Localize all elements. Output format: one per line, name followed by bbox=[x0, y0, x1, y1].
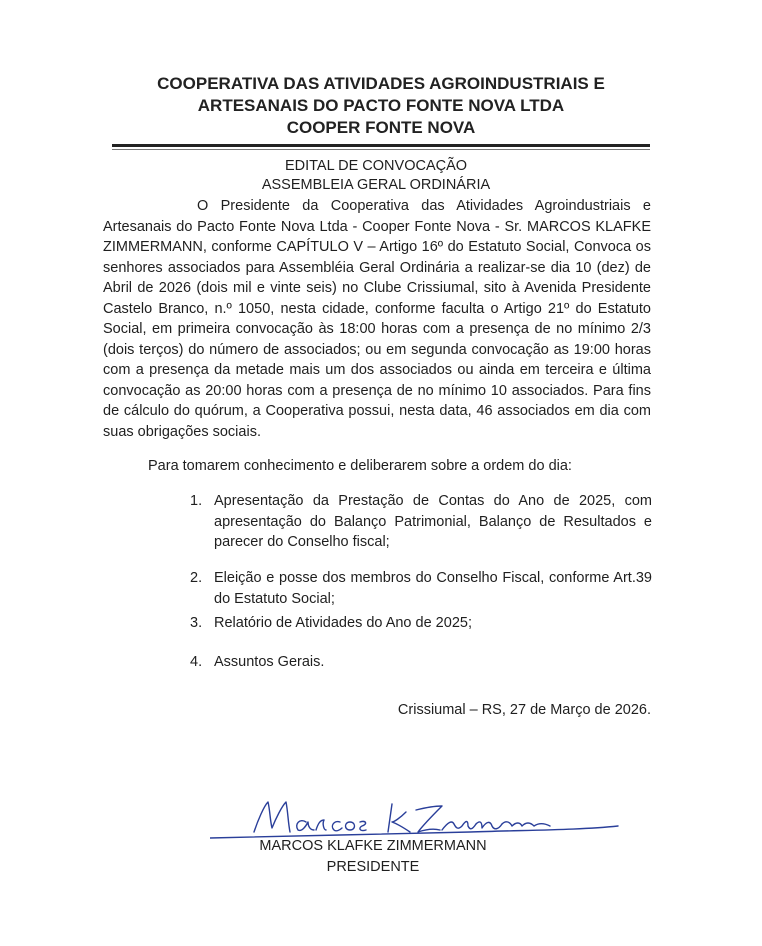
header-divider-thin bbox=[112, 149, 650, 150]
notice-body-text: O Presidente da Cooperativa das Atividades Agroindustriais e Artesanais do Pacto Fonte Nova Ltda - Cooper Fonte Nova - Sr. MARCOS KLAFKE ZIMMERMANN, conforme CAPÍTULO V – Artigo 16º do Estatuto Social, Convoca os senhores associados para Assembléia Geral Ordinária a realizar-se dia 10 (dez) de Abril de 2026 (dois mil e vinte seis) no Clube Crissiumal, sito à Avenida Presidente Castelo Branco, n.º 1050, nesta cidade, conforme faculta o Artigo 21º do Estatuto Social, em primeira convocação às 18:00 horas com a presença de no mínimo 2/3 (dois terços) do número de associados; ou em segunda convocação as 19:00 horas com a presença da metade mais um dos associados ou ainda em terceira e última convocação as 20:00 horas com a presença de no mínimo 10 associados. Para fins de cálculo do quórum, a Cooperativa possui, nesta data, 46 associados em dia com suas obrigações sociais. bbox=[103, 198, 651, 440]
agenda-item-text: Eleição e posse dos membros do Conselho Fiscal, conforme Art.39 do Estatuto Social; bbox=[214, 570, 652, 607]
header-divider bbox=[112, 144, 650, 147]
place-and-date: Crissiumal – RS, 27 de Março de 2026. bbox=[397, 702, 651, 718]
agenda-item bbox=[190, 491, 652, 553]
cooperative-header bbox=[0, 73, 762, 139]
signer-role: PRESIDENTE bbox=[326, 859, 420, 875]
agenda-item-number: 4. bbox=[190, 654, 203, 670]
header-line-3: COOPER FONTE NOVA bbox=[286, 118, 476, 137]
agenda-intro: Para tomarem conhecimento e deliberarem sobre a ordem do dia: bbox=[148, 458, 572, 474]
agenda-item bbox=[190, 568, 652, 609]
notice-body bbox=[103, 196, 651, 442]
notice-subtitle: ASSEMBLEIA GERAL ORDINÁRIA bbox=[261, 177, 491, 193]
agenda-item-number: 1. bbox=[190, 493, 203, 509]
agenda-item bbox=[190, 613, 652, 634]
agenda-item-text: Relatório de Atividades do Ano de 2025; bbox=[214, 615, 472, 631]
agenda-item-text: Assuntos Gerais. bbox=[214, 654, 325, 670]
header-line-2: ARTESANAIS DO PACTO FONTE NOVA LTDA bbox=[197, 96, 565, 115]
signer-name: MARCOS KLAFKE ZIMMERMANN bbox=[259, 838, 487, 854]
agenda-item bbox=[190, 652, 652, 673]
agenda-item-number: 2. bbox=[190, 570, 203, 586]
agenda-item-text: Apresentação da Prestação de Contas do Ano de 2025, com apresentação do Balanço Patrimonial, Balanço de Resultados e parecer do Conselho fiscal; bbox=[214, 493, 652, 550]
agenda-item-number: 3. bbox=[190, 615, 203, 631]
notice-title: EDITAL DE CONVOCAÇÃO bbox=[284, 158, 468, 174]
header-line-1: COOPERATIVA DAS ATIVIDADES AGROINDUSTRIAIS E bbox=[157, 74, 605, 93]
